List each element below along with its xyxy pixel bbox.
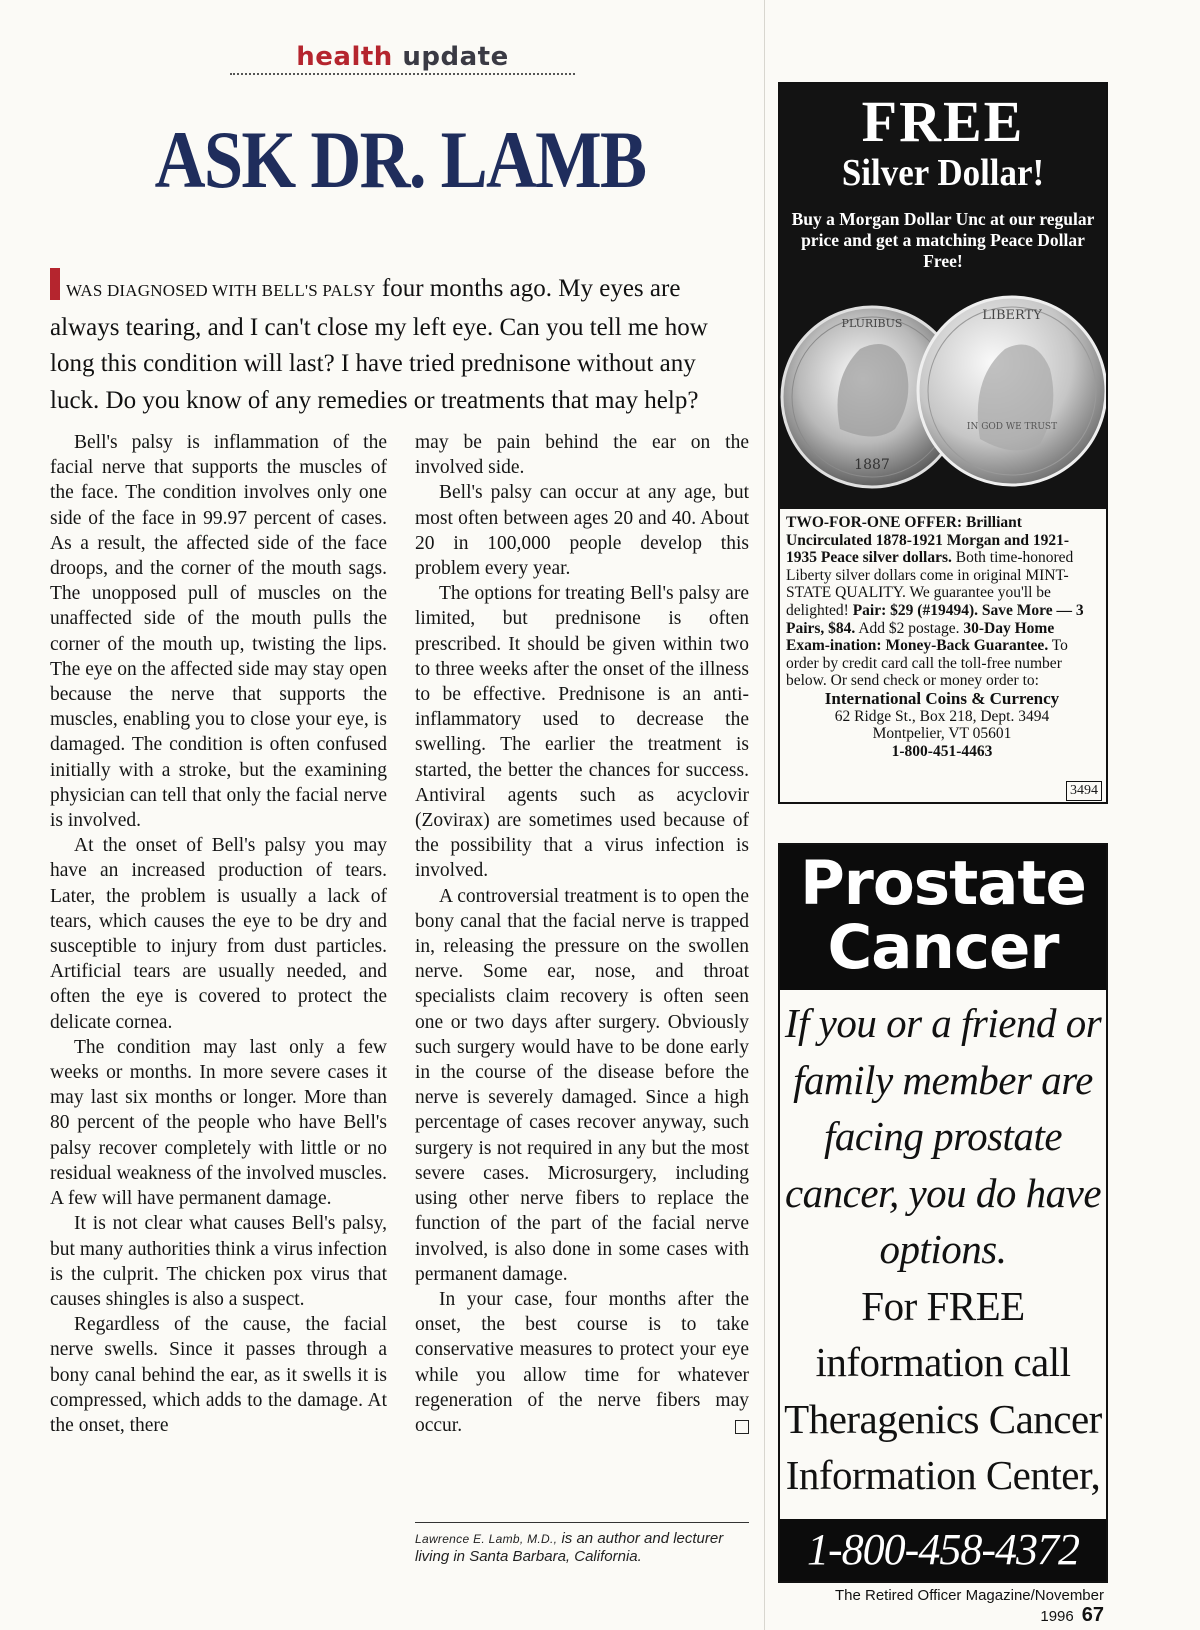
morgan-coin-year: 1887 xyxy=(854,457,890,473)
question-lead: WAS DIAGNOSED WITH BELL'S PALSY xyxy=(66,281,376,300)
company-name: International Coins & Currency xyxy=(824,688,1060,708)
coin-ad-tagline: Buy a Morgan Dollar Unc at our regular price and get a matching Peace Dollar Free! xyxy=(791,209,1095,271)
article-title: ASK DR. LAMB xyxy=(154,114,646,205)
coin-advertisement xyxy=(778,82,1108,804)
section-dotted-rule xyxy=(230,73,575,75)
prostate-ad-body xyxy=(780,995,1106,1504)
offer-text: Both time-honored Liberty silver dollars come in original MINT-STATE QUALITY. We guarantee you'll be delighted! xyxy=(786,549,1074,619)
paragraph: Regardless of the cause, the facial nerve swells. Since it passes through a bony canal behind the ear, as it swells it is compressed, which adds to the damage. At the onset, there xyxy=(50,1314,387,1436)
company-street: 62 Ridge St., Box 218, Dept. 3494 xyxy=(834,707,1050,725)
peace-coin-motto: IN GOD WE TRUST xyxy=(966,422,1058,432)
article-column-1 xyxy=(50,430,387,1438)
peace-coin-legend: LIBERTY xyxy=(982,308,1042,323)
paragraph: It is not clear what causes Bell's palsy, but many authorities think a virus infection is the culprit. The chicken pox virus that causes shingles is also a suspect. xyxy=(50,1213,387,1310)
prostate-ad-callout: For FREE information call Theragenics Cancer Information Center, xyxy=(784,1282,1102,1498)
end-mark-icon xyxy=(735,1420,749,1434)
paragraph: A controversial treatment is to open the bony canal that the facial nerve is trapped in, releasing the pressure on the swollen nerve. Some ear, nose, and throat specialists claim recovery is often seen one or two days after surgery. Obviously such surgery would have to be done early in the course of the disease before the nerve is severely damaged. Since a high percentage of cases recover anyway, such surgery is not required in any but the most severe cases. Microsurgery, including using other nerve fibers to replace the function of the part of the facial nerve involved, is also done in some cases with permanent damage. xyxy=(415,885,749,1285)
last-paragraph-text: In your case, four months after the onset, the best course is to take conservative measures to protect your eye while you allow time for whatever regeneration of the nerve fibers may occur. xyxy=(415,1288,749,1436)
prostate-ad-title-2: Cancer xyxy=(827,912,1059,983)
section-header xyxy=(230,42,575,72)
bio-name: Lawrence E. Lamb, M.D., xyxy=(415,1532,558,1546)
offer-headline: TWO-FOR-ONE OFFER: Brilliant Uncirculated 1878-1921 Morgan and 1921-1935 Peace silver dollars. xyxy=(786,514,1070,567)
company-city: Montpelier, VT 05601 xyxy=(872,725,1012,743)
page-number: 67 xyxy=(1081,1604,1104,1626)
postage-text: Add $2 postage. xyxy=(855,619,964,637)
prostate-ad-header xyxy=(780,845,1106,990)
silver-coins-image xyxy=(780,279,1106,509)
reader-question xyxy=(50,268,750,419)
order-text: To order by credit card call the toll-free number below. Or send check or money order to: xyxy=(786,637,1068,690)
coin-ad-header xyxy=(780,84,1106,509)
coin-ad-free: FREE xyxy=(861,89,1025,154)
article-column-2 xyxy=(415,430,749,1438)
prostate-ad-title-1: Prostate xyxy=(800,848,1086,919)
page-footer xyxy=(784,1587,1104,1627)
peace-dollar-coin xyxy=(918,297,1106,485)
magazine-name: The Retired Officer Magazine/November 1996 xyxy=(834,1587,1104,1625)
paragraph: At the onset of Bell's palsy you may have an increased production of tears. Later, the problem is usually a lack of tears, which causes the eye to be dry and susceptible to injury from dust particles. Artificial tears are usually needed, and often the eye is covered to protect the delicate cornea. xyxy=(50,835,387,1033)
author-bio xyxy=(415,1530,749,1565)
question-text: four months ago. My eyes are always tearing, and I can't close my left eye. Can you tell me how long this condition will last? I have tried prednisone without any luck. Do you know of any remedies or treatments that may help? xyxy=(50,275,708,414)
paragraph: The options for treating Bell's palsy are limited, but prednisone is often prescribed. It should be given within two to three weeks after the onset of the illness to be effective. Prednisone is an anti-inflammatory used to decrease the swelling. The earlier the treatment is started, the better the chances for success. Antiviral agents such as acyclovir (Zovirax) are sometimes used because of the possibility that a virus infection is involved. xyxy=(415,583,749,882)
paragraph: Bell's palsy is inflammation of the facial nerve that supports the muscles of the face. The condition involves only one side of the face in 99.97 percent of cases. As a result, the affected side of the face droops, and the corner of the mouth sags. The unopposed pull of muscles on the unaffected side of the mouth pulls the corner of the mouth up, twisting the lips. The eye on the affected side may stay open because the nerve that supports the muscles, enabling you to close your eye, is damaged. The condition is often confused initially with a stroke, but the examining physician can tell that only the facial nerve is involved. xyxy=(50,432,387,832)
paragraph: The condition may last only a few weeks or months. In more severe cases it may last six months or longer. More than 80 percent of the people who have Bell's palsy recover completely with little or no residual weakness of the involved muscles. A few will have permanent damage. xyxy=(50,1036,387,1210)
prostate-ad-phone[interactable]: 1-800-458-4372 xyxy=(780,1519,1106,1581)
ad-code-badge: 3494 xyxy=(1066,781,1102,801)
drop-bar xyxy=(50,268,60,300)
pair-price: Pair: $29 (#19494). Save More — 3 Pairs, $84. xyxy=(786,601,1084,637)
paragraph: Bell's palsy can occur at any age, but most often between ages 20 and 40. About 20 in 100,000 people develop this problem every year. xyxy=(415,482,749,580)
coin-ad-headline: Silver Dollar! xyxy=(841,152,1045,194)
prostate-advertisement xyxy=(778,843,1108,1583)
bio-text: is an author and lecturer living in Santa Barbara, California. xyxy=(415,1530,724,1565)
section-word-update: update xyxy=(402,42,509,72)
prostate-ad-message: If you or a friend or family member are facing prostate cancer, you do have options. xyxy=(784,1000,1102,1272)
coin-ad-body xyxy=(786,514,1098,760)
section-word-health: health xyxy=(296,42,393,72)
paragraph: may be pain behind the ear on the involved side. xyxy=(415,432,749,479)
bio-rule xyxy=(415,1522,749,1523)
page-divider xyxy=(764,0,765,1630)
coin-ad-phone[interactable]: 1-800-451-4463 xyxy=(891,742,993,760)
morgan-coin-legend: PLURIBUS xyxy=(841,317,903,330)
exam-guarantee: 30-Day Home Exam-ination: Money-Back Guarantee. xyxy=(786,619,1055,655)
paragraph-last xyxy=(415,1287,749,1438)
